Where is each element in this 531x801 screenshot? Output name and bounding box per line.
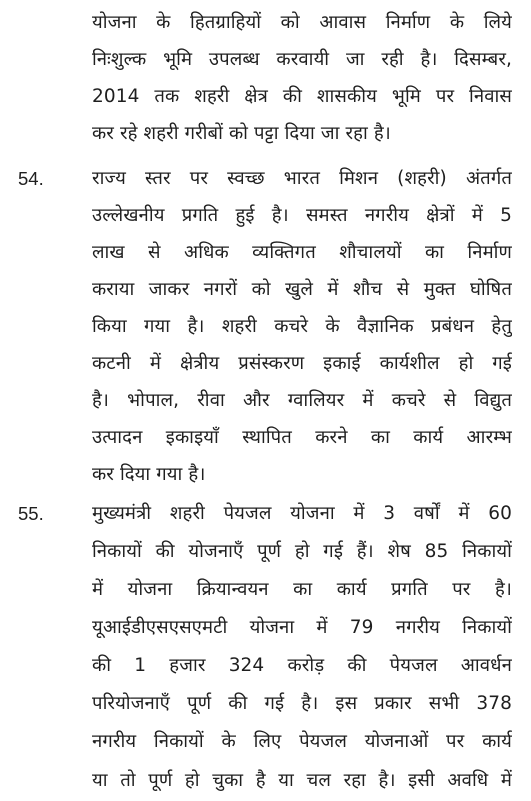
para54-line-9: कर दिया गया है।	[92, 464, 206, 485]
para54-line-5: किया गया है। शहरी कचरे के वैज्ञानिक प्रबंधन हेतु	[92, 316, 512, 337]
intro-line-1: योजना के हितग्राहियों को आवास निर्माण के लिये	[92, 12, 512, 33]
para54-line-7: है। भोपाल, रीवा और ग्वालियर में कचरे से विद्युत	[92, 390, 512, 411]
para55-line-7: नगरीय निकायों के लिए पेयजल योजनाओं पर कार्य	[92, 731, 512, 752]
para55-line-3: में योजना क्रियान्वयन का कार्य प्रगति पर है।	[92, 579, 512, 600]
para55-line-6: परियोजनाएँ पूर्ण की गई है। इस प्रकार सभी 378	[92, 693, 512, 714]
intro-line-3: 2014 तक शहरी क्षेत्र की शासकीय भूमि पर निवास	[92, 86, 512, 107]
paragraph-number-54: 54.	[18, 168, 44, 189]
para54-line-6: कटनी में क्षेत्रीय प्रसंस्करण इकाई कार्यशील हो गई	[92, 353, 512, 374]
para55-line-5: की 1 हजार 324 करोड़ की पेयजल आवर्धन	[92, 655, 512, 676]
para55-line-8: या तो पूर्ण हो चुका है या चल रहा है। इसी अवधि में	[92, 770, 512, 791]
intro-line-2: निःशुल्क भूमि उपलब्ध करवायी जा रही है। दिसम्बर,	[92, 49, 512, 70]
paragraph-number-55: 55.	[18, 503, 44, 524]
para54-line-1: राज्य स्तर पर स्वच्छ भारत मिशन (शहरी) अंतर्गत	[92, 168, 512, 189]
para54-line-4: कराया जाकर नगरों को खुले में शौच से मुक्त घोषित	[92, 279, 512, 300]
para54-line-8: उत्पादन इकाइयाँ स्थापित करने का कार्य आरम्भ	[92, 427, 512, 448]
para54-line-2: उल्लेखनीय प्रगति हुई है। समस्त नगरीय क्षेत्रों में 5	[92, 205, 512, 226]
intro-line-4: कर रहे शहरी गरीबों को पट्टा दिया जा रहा है।	[92, 123, 391, 144]
para55-line-4: यूआईडीएसएसएमटी योजना में 79 नगरीय निकायों	[92, 617, 512, 638]
para54-line-3: लाख से अधिक व्यक्तिगत शौचालयों का निर्माण	[92, 242, 512, 263]
para55-line-2: निकायों की योजनाएँ पूर्ण हो गई हैं। शेष 85 निकायों	[92, 541, 512, 562]
para55-line-1: मुख्यमंत्री शहरी पेयजल योजना में 3 वर्षों में 60	[92, 503, 512, 524]
